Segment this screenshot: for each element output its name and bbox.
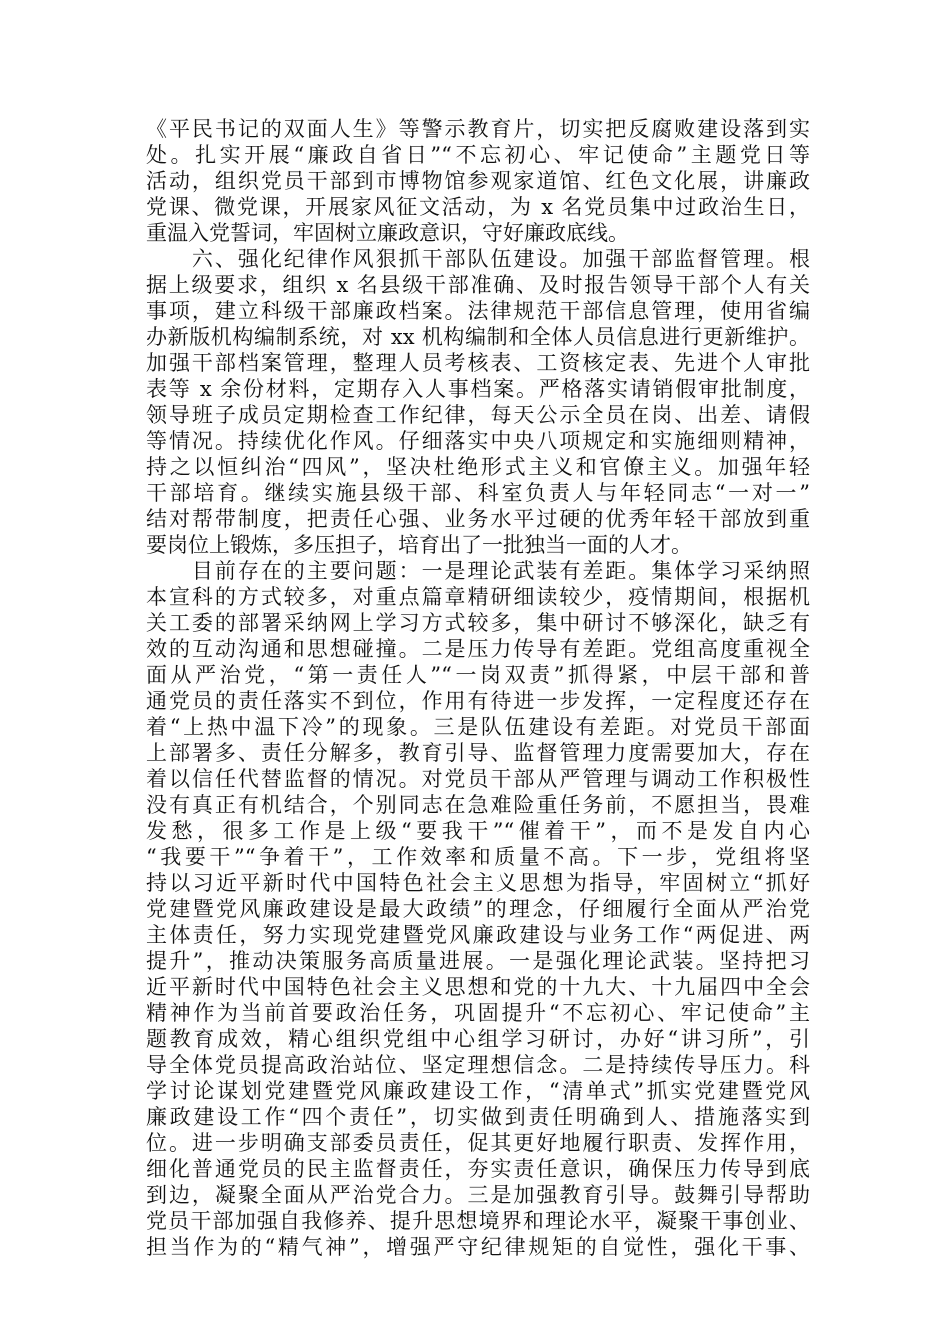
text-line: 着“上热中温下冷”的现象。三是队伍建设有差距。对党员干部面 xyxy=(146,715,810,739)
text-line: 结对帮带制度，把责任心强、业务水平过硬的优秀年轻干部放到重 xyxy=(146,507,810,531)
text-line: 党课、微党课，开展家风征文活动，为 x 名党员集中过政治生日， xyxy=(146,195,810,219)
text-line: 近平新时代中国特色社会主义思想和党的十九大、十九届四中全会 xyxy=(146,975,810,999)
text-line: 细化普通党员的民主监督责任，夯实责任意识，确保压力传导到底 xyxy=(146,1157,810,1181)
text-line: 担当作为的“精气神”，增强严守纪律规矩的自觉性，强化干事、 xyxy=(146,1235,810,1259)
text-line: 导全体党员提高政治站位、坚定理想信念。二是持续传导压力。科 xyxy=(146,1053,810,1077)
text-line: 学讨论谋划党建暨党风廉政建设工作，“清单式”抓实党建暨党风 xyxy=(146,1079,810,1103)
text-line: 活动，组织党员干部到市博物馆参观家道馆、红色文化展，讲廉政 xyxy=(146,169,810,193)
document-body xyxy=(146,116,810,1260)
text-line: 主体责任，努力实现党建暨党风廉政建设与业务工作“两促进、两 xyxy=(146,923,810,947)
text-line: 据上级要求，组织 x 名县级干部准确、及时报告领导干部个人有关 xyxy=(146,273,810,297)
text-line: 《平民书记的双面人生》等警示教育片，切实把反腐败建设落到实 xyxy=(146,117,810,141)
text-line: 本宣科的方式较多，对重点篇章精研细读较少，疫情期间，根据机 xyxy=(146,585,810,609)
text-line: 廉政建设工作“四个责任”，切实做到责任明确到人、措施落实到 xyxy=(146,1105,810,1129)
text-line: 持之以恒纠治“四风”，坚决杜绝形式主义和官僚主义。加强年轻 xyxy=(146,455,810,479)
text-line: 着以信任代替监督的情况。对党员干部从严管理与调动工作积极性 xyxy=(146,767,810,791)
text-line: 等情况。持续优化作风。仔细落实中央八项规定和实施细则精神， xyxy=(146,429,810,453)
text-line: 表等 x 余份材料，定期存入人事档案。严格落实请销假审批制度， xyxy=(146,377,810,401)
text-line: 干部培育。继续实施县级干部、科室负责人与年轻同志“一对一” xyxy=(146,481,810,505)
text-line: 党员干部加强自我修养、提升思想境界和理论水平，凝聚干事创业、 xyxy=(146,1209,810,1233)
text-line: 面从严治党，“第一责任人”“一岗双责”抓得紧，中层干部和普 xyxy=(146,663,810,687)
text-line: 目前存在的主要问题：一是理论武装有差距。集体学习采纳照 xyxy=(146,559,810,583)
text-line: 处。扎实开展“廉政自省日”“不忘初心、牢记使命”主题党日等 xyxy=(146,143,810,167)
text-line: 领导班子成员定期检查工作纪律，每天公示全员在岗、出差、请假 xyxy=(146,403,810,427)
text-line: 办新版机构编制系统，对 xx 机构编制和全体人员信息进行更新维护。 xyxy=(146,325,810,349)
text-line: 重温入党誓词，牢固树立廉政意识，守好廉政底线。 xyxy=(146,221,629,245)
text-line: 效的互动沟通和思想碰撞。二是压力传导有差距。党组高度重视全 xyxy=(146,637,810,661)
text-line: 事项，建立科级干部廉政档案。法律规范干部信息管理，使用省编 xyxy=(146,299,810,323)
text-line: 六、强化纪律作风狠抓干部队伍建设。加强干部监督管理。根 xyxy=(146,247,810,271)
text-line: 题教育成效，精心组织党组中心组学习研讨，办好“讲习所”，引 xyxy=(146,1027,810,1051)
text-line: 党建暨党风廉政建设是最大政绩”的理念，仔细履行全面从严治党 xyxy=(146,897,810,921)
text-line: 到边，凝聚全面从严治党合力。三是加强教育引导。鼓舞引导帮助 xyxy=(146,1183,810,1207)
text-line: 通党员的责任落实不到位，作用有待进一步发挥，一定程度还存在 xyxy=(146,689,810,713)
text-line: 加强干部档案管理，整理人员考核表、工资核定表、先进个人审批 xyxy=(146,351,810,375)
text-line: “我要干”“争着干”，工作效率和质量不高。下一步，党组将坚 xyxy=(146,845,810,869)
text-line: 位。进一步明确支部委员责任，促其更好地履行职责、发挥作用， xyxy=(146,1131,810,1155)
text-line: 没有真正有机结合，个别同志在急难险重任务前，不愿担当，畏难 xyxy=(146,793,810,817)
text-line: 持以习近平新时代中国特色社会主义思想为指导，牢固树立“抓好 xyxy=(146,871,810,895)
text-line: 关工委的部署采纳网上学习方式较多，集中研讨不够深化，缺乏有 xyxy=(146,611,810,635)
text-line: 发愁，很多工作是上级“要我干”“催着干”，而不是发自内心 xyxy=(146,819,810,843)
text-line: 要岗位上锻炼，多压担子，培育出了一批独当一面的人才。 xyxy=(146,533,692,557)
text-line: 精神作为当前首要政治任务，巩固提升“不忘初心、牢记使命”主 xyxy=(146,1001,810,1025)
text-line: 上部署多、责任分解多，教育引导、监督管理力度需要加大，存在 xyxy=(146,741,810,765)
text-line: 提升”，推动决策服务高质量进展。一是强化理论武装。坚持把习 xyxy=(146,949,810,973)
